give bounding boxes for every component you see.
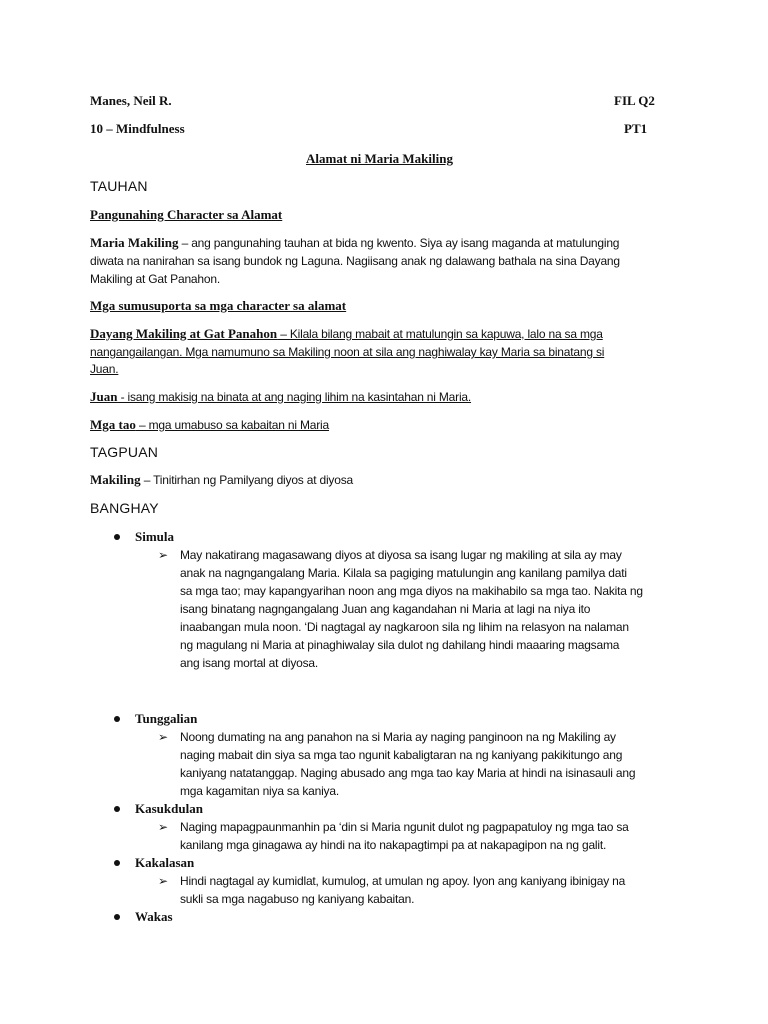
simula-line-2: anak na nagngangalang Maria. Kilala sa pagiging matulungin ang kanilang pamilya dati bbox=[180, 566, 627, 580]
simula-line-3: sa mga tao; may kapangyarihan noon ang mga diyos na makihabilo sa mga tao. Nakita ng bbox=[180, 584, 643, 598]
kasukdulan-line-2: kanilang mga ginagawa ay hindi na ito nakapagtimpi pa at nakapagipon na ng galit. bbox=[180, 838, 607, 852]
simula-line-7: ang isang mortal at diyosa. bbox=[180, 656, 319, 670]
dayang-desc-2: nangangailangan. Mga namumuno sa Makiling noon at sila ang naghiwalay kay Maria sa binatang si bbox=[90, 345, 605, 359]
maria-desc-2: diwata na nanirahan sa isang bundok ng Laguna. Nagiisang anak ng dalawang bathala na sina Dayang bbox=[90, 254, 620, 268]
bullet-icon bbox=[114, 806, 120, 812]
arrow-bullet-icon: ➢ bbox=[158, 820, 169, 834]
subject-code: FIL Q2 bbox=[614, 93, 655, 108]
bullet-icon bbox=[114, 534, 120, 540]
student-name: Manes, Neil R. bbox=[90, 93, 172, 108]
simula-line-5: inaabangan mula noon. ‘Di nagtagal ay nagkaroon sila ng lihim na relasyon na nalaman bbox=[180, 620, 629, 634]
bullet-icon bbox=[114, 860, 120, 866]
dayang-desc-3: Juan. bbox=[90, 362, 119, 376]
arrow-bullet-icon: ➢ bbox=[158, 548, 169, 562]
banghay-label-wakas: Wakas bbox=[135, 909, 173, 924]
maria-desc-1: – ang pangunahing tauhan at bida ng kwento. Siya ay isang maganda at matulunging bbox=[178, 236, 620, 250]
banghay-label-tunggalian: Tunggalian bbox=[135, 711, 198, 726]
simula-line-1: May nakatirang magasawang diyos at diyosa sa isang lugar ng makiling at sila ay may bbox=[180, 548, 622, 562]
tagpuan-place: Makiling bbox=[90, 472, 141, 487]
kakalasan-line-2: sukli sa mga nagabuso ng kaniyang kabaitan. bbox=[180, 892, 415, 906]
section-heading-banghay: BANGHAY bbox=[90, 500, 159, 516]
tunggalian-line-3: kaniyang natatanggap. Naging abusado ang mga tao kay Maria at hindi na isinasauli ang bbox=[180, 766, 636, 780]
simula-line-6: ng magulang ni Maria at pinaghiwalay sila dulot ng dahilang hindi maaaring magsama bbox=[180, 638, 620, 652]
kakalasan-line-1: Hindi nagtagal ay kumidlat, kumulog, at umulan ng apoy. Iyon ang kaniyang ibinigay na bbox=[180, 874, 626, 888]
task-code: PT1 bbox=[624, 121, 648, 136]
kasukdulan-line-1: Naging mapagpaunmanhin pa ‘din si Maria ngunit dulot ng pagpapatuloy ng mga tao sa bbox=[180, 820, 629, 834]
main-character-label: Pangunahing Character sa Alamat bbox=[90, 207, 283, 222]
arrow-bullet-icon: ➢ bbox=[158, 730, 169, 744]
banghay-label-kakalasan: Kakalasan bbox=[135, 855, 195, 870]
bullet-icon bbox=[114, 716, 120, 722]
dayang-desc-1: – Kilala bilang mabait at matulungin sa kapuwa, lalo na sa mga bbox=[277, 327, 603, 341]
document-title: Alamat ni Maria Makiling bbox=[306, 151, 453, 166]
dayang-name: Dayang Makiling at Gat Panahon bbox=[90, 326, 278, 341]
section-heading-tagpuan: TAGPUAN bbox=[90, 444, 159, 460]
banghay-label-simula: Simula bbox=[135, 529, 175, 544]
maria-desc-3: Makiling at Gat Panahon. bbox=[90, 272, 220, 286]
student-section: 10 – Mindfulness bbox=[90, 121, 185, 136]
juan-desc: - isang makisig na binata at ang naging lihim na kasintahan ni Maria. bbox=[117, 390, 472, 404]
simula-line-4: isang binatang nagngangalang Juan ang kagandahan ni Maria at lagi na niya ito bbox=[180, 602, 591, 616]
tao-entry bbox=[90, 416, 329, 434]
tunggalian-line-2: naging mabait din siya sa mga tao ngunit kabaligtaran na ng kaniyang pakikitungo ang bbox=[180, 748, 623, 762]
tagpuan-entry bbox=[90, 471, 353, 489]
maria-entry-line-1 bbox=[90, 234, 619, 252]
juan-entry bbox=[90, 388, 471, 406]
section-heading-tauhan: TAUHAN bbox=[90, 178, 148, 194]
tunggalian-line-1: Noong dumating na ang panahon na si Maria ay naging panginoon na ng Makiling ay bbox=[180, 730, 616, 744]
bullet-icon bbox=[114, 914, 120, 920]
arrow-bullet-icon: ➢ bbox=[158, 874, 169, 888]
support-characters-label: Mga sumusuporta sa mga character sa alamat bbox=[90, 298, 347, 313]
maria-name: Maria Makiling bbox=[90, 235, 179, 250]
banghay-label-kasukdulan: Kasukdulan bbox=[135, 801, 203, 816]
dayang-entry-line-1 bbox=[90, 325, 603, 343]
juan-name: Juan bbox=[90, 389, 118, 404]
tao-name: Mga tao bbox=[90, 417, 136, 432]
tunggalian-line-4: mga kagamitan niya sa kaniya. bbox=[180, 784, 339, 798]
tao-desc: – mga umabuso sa kabaitan ni Maria bbox=[135, 418, 329, 432]
tagpuan-desc: – Tinitirhan ng Pamilyang diyos at diyosa bbox=[140, 473, 353, 487]
